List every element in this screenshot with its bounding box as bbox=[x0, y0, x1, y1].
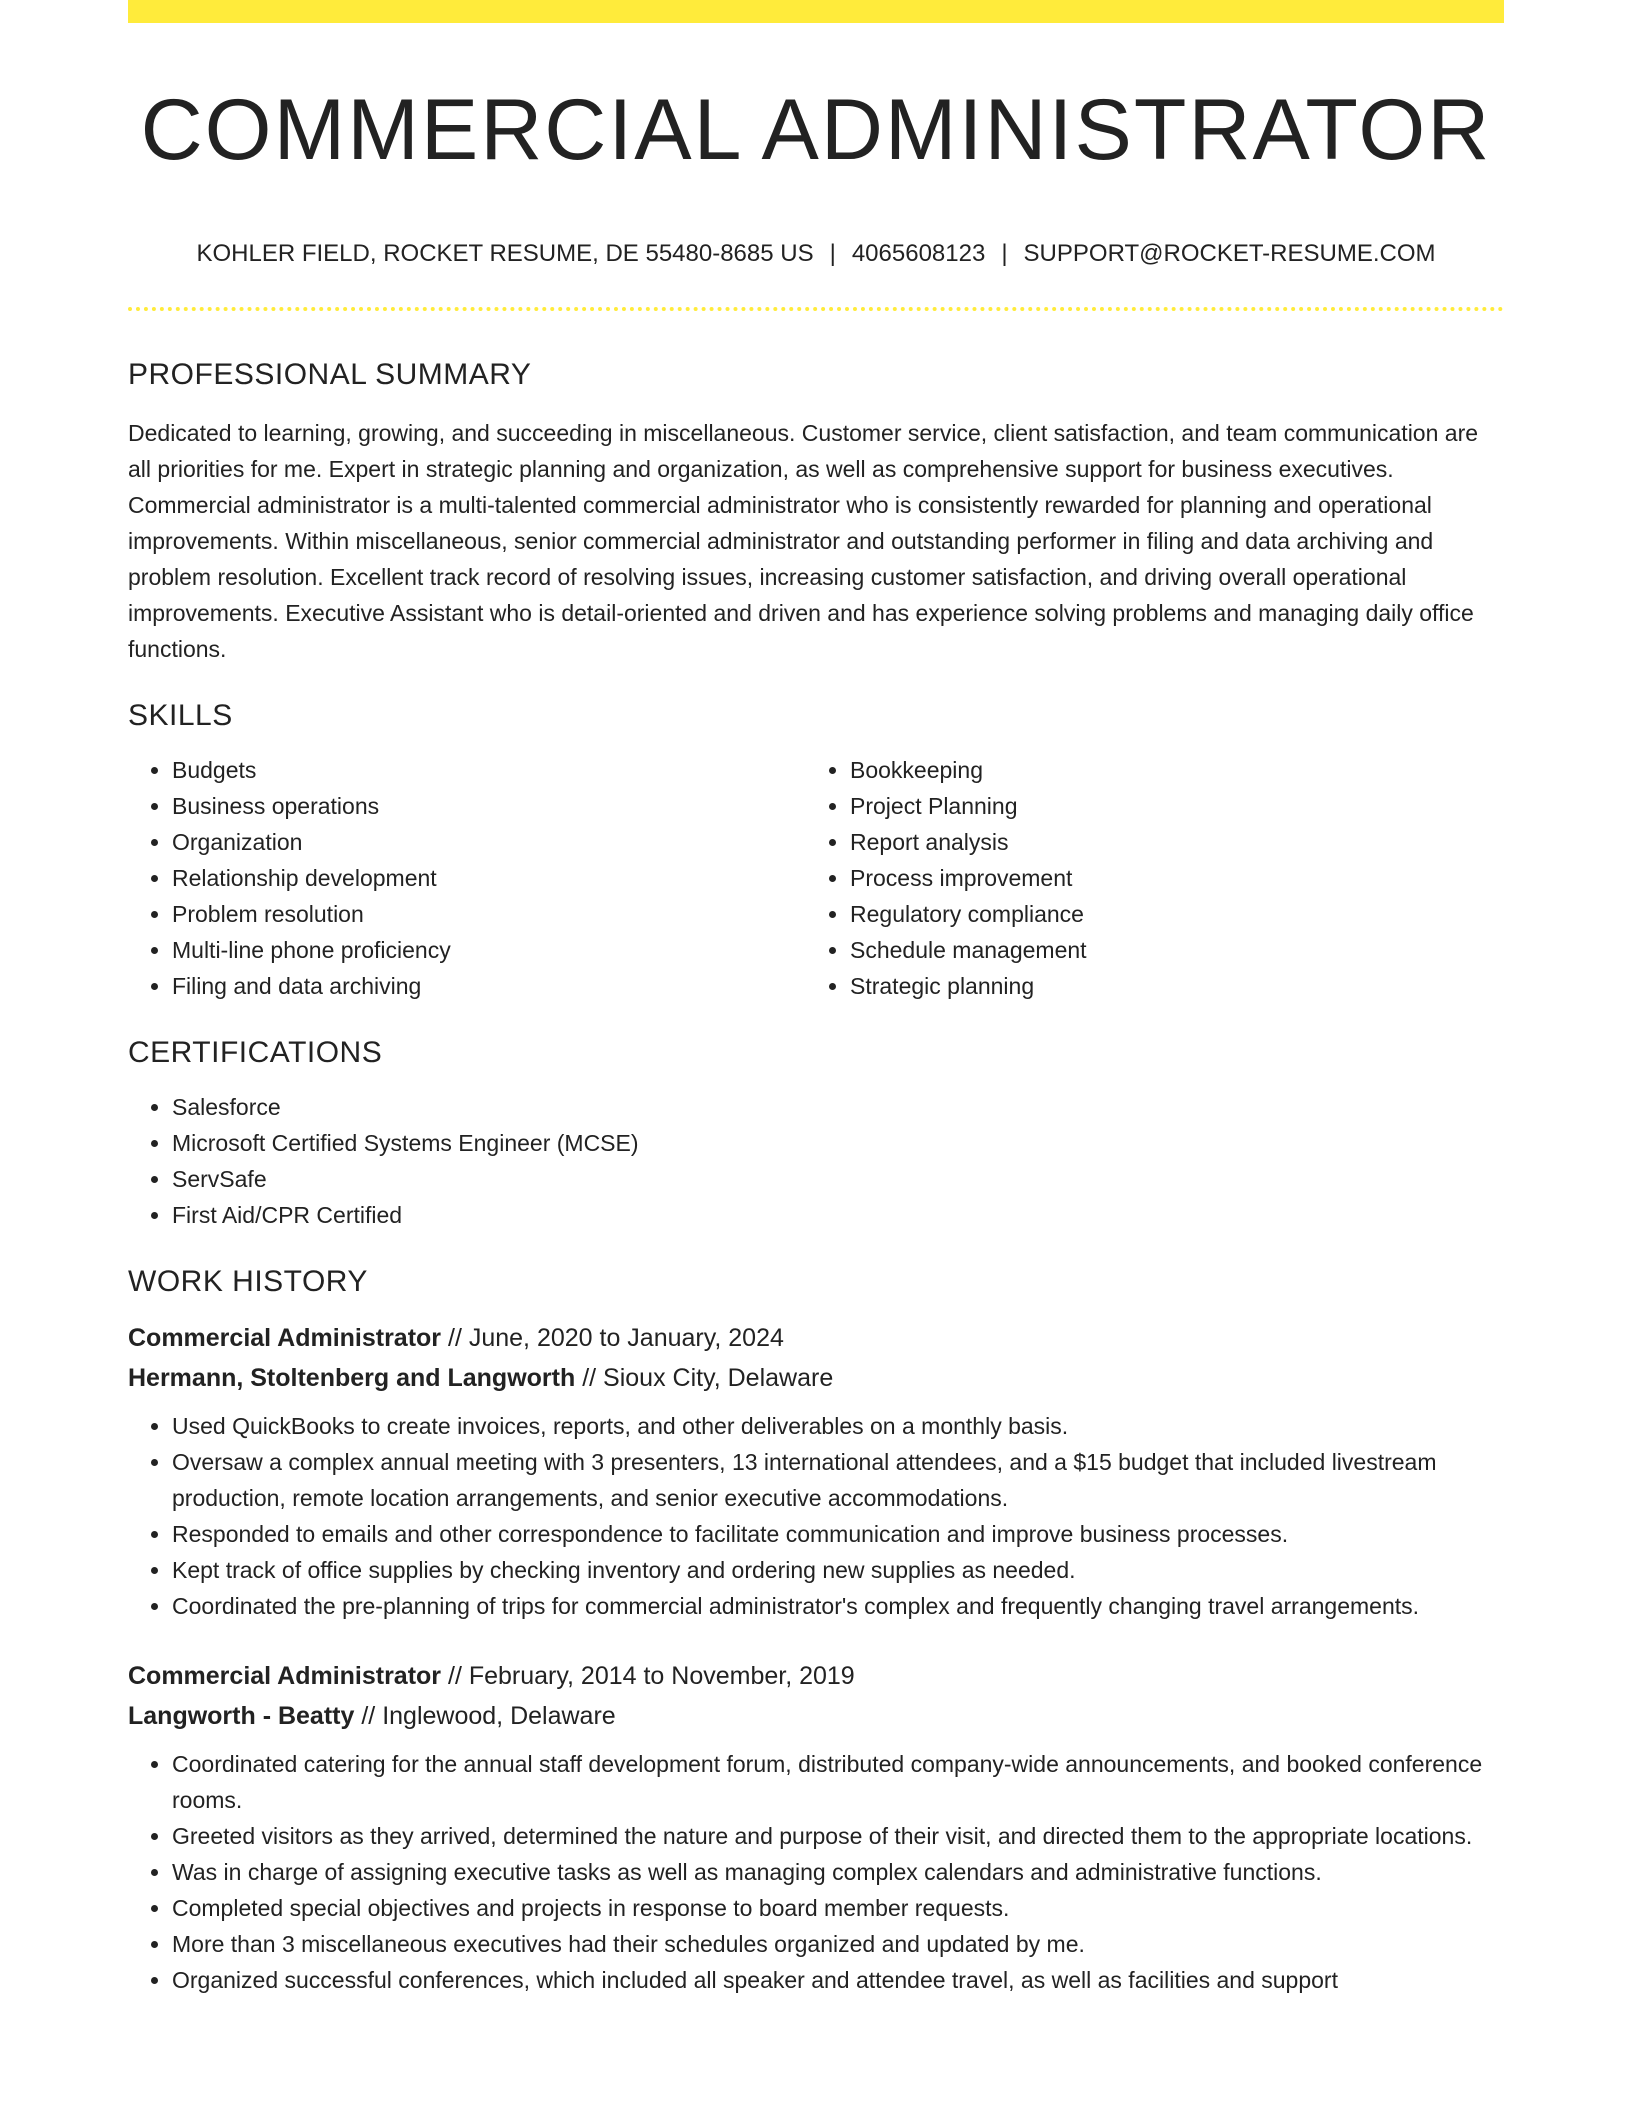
job-location: // Sioux City, Delaware bbox=[582, 1364, 834, 1392]
work-history-section bbox=[128, 1260, 1504, 1998]
summary-section bbox=[128, 353, 1504, 667]
skills-list-left bbox=[128, 752, 806, 1004]
job-bullet: • Greeted visitors as they arrived, determined the nature and purpose of their visit, and directed them to the appropriate locations. bbox=[172, 1818, 1504, 1854]
job-company-line bbox=[128, 1696, 1504, 1736]
job-role: Commercial Administrator bbox=[128, 1662, 442, 1690]
skills-grid bbox=[128, 738, 1504, 1004]
job-bullet: • Was in charge of assigning executive tasks as well as managing complex calendars and administrative functions. bbox=[172, 1854, 1504, 1890]
skill-item: • Organization bbox=[172, 824, 806, 860]
job-company-line bbox=[128, 1358, 1504, 1398]
skill-item: • Problem resolution bbox=[172, 896, 806, 932]
contact-separator: | bbox=[829, 240, 836, 267]
certification-item: • Microsoft Certified Systems Engineer (MCSE) bbox=[172, 1125, 1504, 1161]
job-bullets bbox=[128, 1408, 1504, 1624]
job-bullet: • Oversaw a complex annual meeting with 3 presenters, 13 international attendees, and a $15 budget that included livestream production, remote location arrangements, and senior executive accommodations. bbox=[172, 1444, 1504, 1516]
certifications-section bbox=[128, 1031, 1504, 1233]
skill-item: • Regulatory compliance bbox=[850, 896, 1484, 932]
job-bullet: • Responded to emails and other correspondence to facilitate communication and improve business processes. bbox=[172, 1516, 1504, 1552]
contact-address: KOHLER FIELD, ROCKET RESUME, DE 55480-8685 US bbox=[196, 240, 814, 267]
job-bullet: • Used QuickBooks to create invoices, reports, and other deliverables on a monthly basis. bbox=[172, 1408, 1504, 1444]
skill-item: • Multi-line phone proficiency bbox=[172, 932, 806, 968]
skill-item: • Process improvement bbox=[850, 860, 1484, 896]
certification-item: • Salesforce bbox=[172, 1089, 1504, 1125]
resume-body bbox=[128, 353, 1504, 1998]
job-bullet: • Completed special objectives and projects in response to board member requests. bbox=[172, 1890, 1504, 1926]
job-title-line bbox=[128, 1656, 1504, 1696]
skill-item: • Business operations bbox=[172, 788, 806, 824]
skill-item: • Strategic planning bbox=[850, 968, 1484, 1004]
summary-text: Dedicated to learning, growing, and succeeding in miscellaneous. Customer service, client satisfaction, and team communication are all priorities for me. Expert in strategic planning and organization, as well as comprehensive support for business executives. Commercial administrator is a multi-talented commercial administrator who is consistently rewarded for planning and operational improvements. Within miscellaneous, senior commercial administrator and outstanding performer in filing and data archiving and problem resolution. Excellent track record of resolving issues, increasing customer satisfaction, and driving overall operational improvements. Executive Assistant who is detail-oriented and driven and has experience solving problems and managing daily office functions. bbox=[128, 420, 1479, 662]
top-accent-bar bbox=[128, 0, 1504, 23]
skill-item: • Schedule management bbox=[850, 932, 1484, 968]
skills-heading: SKILLS bbox=[128, 699, 233, 732]
job-entry bbox=[128, 1656, 1504, 1998]
job-bullets bbox=[128, 1746, 1504, 1998]
job-bullet: • Coordinated catering for the annual staff development forum, distributed company-wide announcements, and booked conference rooms. bbox=[172, 1746, 1504, 1818]
job-bullet: • Organized successful conferences, which included all speaker and attendee travel, as well as facilities and support bbox=[172, 1962, 1504, 1998]
job-title-line bbox=[128, 1318, 1504, 1358]
job-entry bbox=[128, 1318, 1504, 1624]
contact-line bbox=[128, 236, 1504, 272]
header-divider bbox=[128, 307, 1504, 311]
job-bullet: • More than 3 miscellaneous executives had their schedules organized and updated by me. bbox=[172, 1926, 1504, 1962]
job-dates: // February, 2014 to November, 2019 bbox=[448, 1662, 855, 1690]
job-role: Commercial Administrator bbox=[128, 1324, 442, 1352]
job-dates: // June, 2020 to January, 2024 bbox=[448, 1324, 784, 1352]
job-bullet: • Coordinated the pre-planning of trips for commercial administrator's complex and frequently changing travel arrangements. bbox=[172, 1588, 1504, 1624]
skill-item: • Budgets bbox=[172, 752, 806, 788]
skills-section bbox=[128, 694, 1504, 1004]
skill-item: • Relationship development bbox=[172, 860, 806, 896]
resume-name-title: COMMERCIAL ADMINISTRATOR bbox=[140, 82, 1492, 178]
skill-item: • Report analysis bbox=[850, 824, 1484, 860]
skill-item: • Filing and data archiving bbox=[172, 968, 806, 1004]
job-company: Hermann, Stoltenberg and Langworth bbox=[128, 1364, 576, 1392]
certifications-heading: CERTIFICATIONS bbox=[128, 1036, 383, 1069]
certifications-list bbox=[128, 1089, 1504, 1233]
certification-item: • ServSafe bbox=[172, 1161, 1504, 1197]
skill-item: • Project Planning bbox=[850, 788, 1484, 824]
certification-item: • First Aid/CPR Certified bbox=[172, 1197, 1504, 1233]
contact-phone: 4065608123 bbox=[851, 240, 986, 267]
job-location: // Inglewood, Delaware bbox=[361, 1702, 616, 1730]
work-history-heading: WORK HISTORY bbox=[128, 1265, 368, 1298]
job-bullet: • Kept track of office supplies by checking inventory and ordering new supplies as needed. bbox=[172, 1552, 1504, 1588]
summary-heading: PROFESSIONAL SUMMARY bbox=[128, 358, 532, 391]
contact-separator: | bbox=[1001, 240, 1008, 267]
skill-item: • Bookkeeping bbox=[850, 752, 1484, 788]
skills-list-right bbox=[806, 752, 1484, 1004]
contact-email: SUPPORT@ROCKET-RESUME.COM bbox=[1023, 240, 1436, 267]
job-company: Langworth - Beatty bbox=[128, 1702, 355, 1730]
